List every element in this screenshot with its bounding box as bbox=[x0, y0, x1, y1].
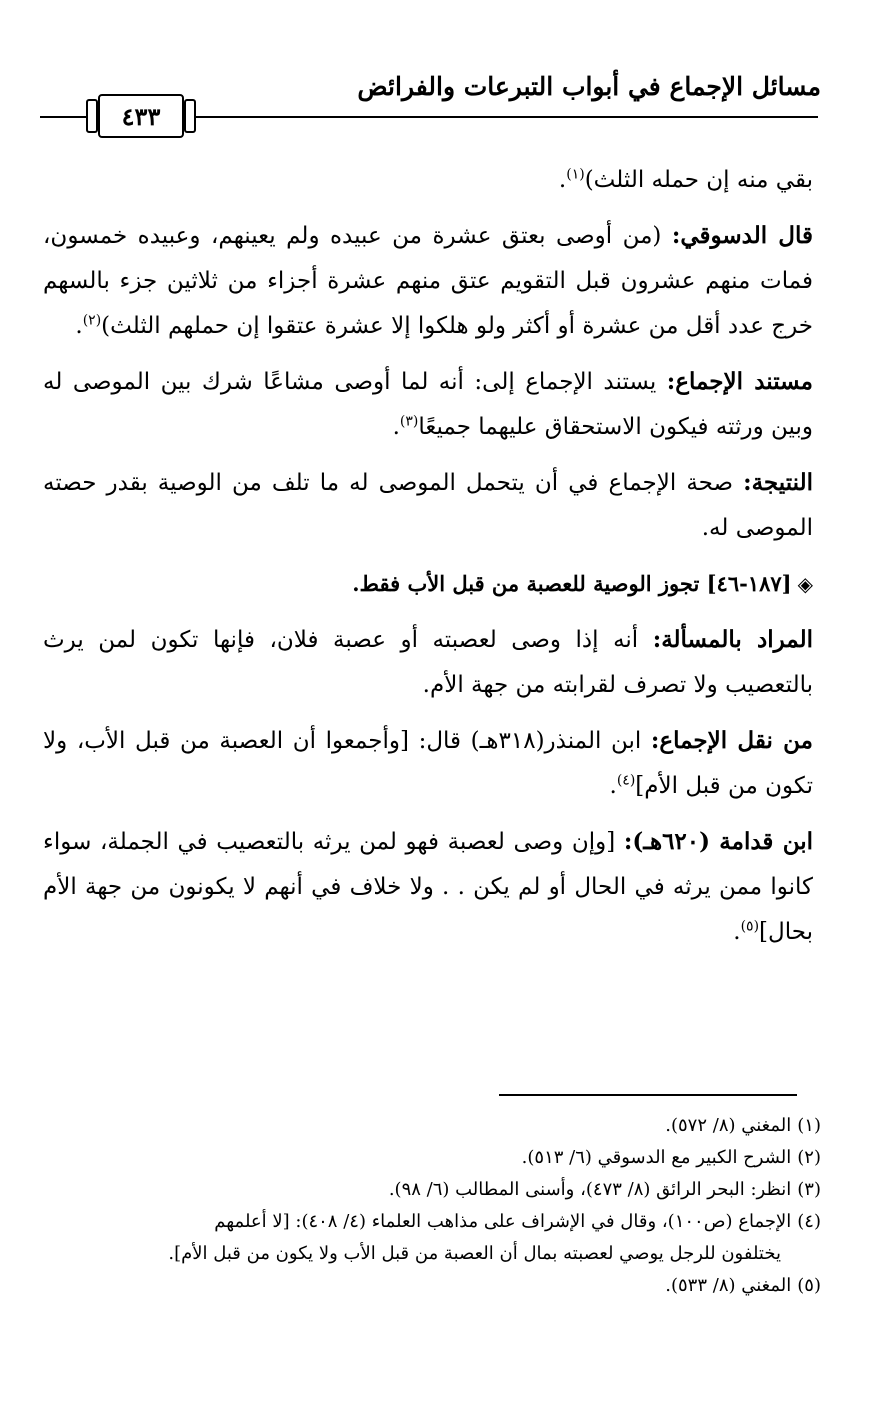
paragraph-lead: ابن قدامة (٦٢٠هـ): bbox=[623, 828, 813, 855]
footnote-ref-4: (٤) bbox=[616, 772, 636, 789]
paragraph-8: ابن قدامة (٦٢٠هـ): [وإن وصى لعصبة فهو لمن يرثه بالتعصيب في الجملة، سواء كانوا ممن يرثه في الحال أو لم يكن . . ولا خلاف في أنهم لا يكونون من جهة الأم بحال]$^{(٥)}$. bbox=[43, 828, 813, 945]
footnote-ref-5: (٥) bbox=[740, 918, 760, 935]
footnote-separator bbox=[499, 1094, 797, 1096]
paragraph-lead: النتيجة: bbox=[743, 469, 813, 496]
page-number: ٤٣٣ bbox=[121, 101, 161, 131]
footnote-continuation: يختلفون للرجل يوصي لعصبته بمال أن العصبة من قبل الأب ولا يكون من قبل الأم]. bbox=[168, 1243, 781, 1264]
footnote: (٤)الإجماع (ص١٠٠)، وقال في الإشراف على مذاهب العلماء (٤/ ٤٠٨): [لا أعلمهم bbox=[214, 1211, 821, 1232]
running-header-title: مسائل الإجماع في أبواب التبرعات والفرائض bbox=[357, 72, 821, 101]
paragraph-2: قال الدسوقي: (من أوصى بعتق عشرة من عبيده ولم يعينهم، وعبيده خمسون، فمات منهم عشرون قبل التقويم عتق منهم عشرة أجزاء من ثلاثين جزء بالسهم خرج عدد أقل من عشرة أو أكثر ولو هلكوا إلا عشرة عتقوا إن حملهم الثلث)$^{(٢)}$. bbox=[43, 222, 813, 339]
body-text bbox=[43, 158, 813, 965]
footnote-ref-2: (٢) bbox=[82, 312, 102, 329]
paragraph-4: النتيجة: صحة الإجماع في أن يتحمل الموصى له ما تلف من الوصية بقدر حصته الموصى له. bbox=[43, 469, 813, 541]
paragraph-lead: قال الدسوقي: bbox=[671, 222, 813, 249]
footnote: (٣)انظر: البحر الرائق (٨/ ٤٧٣)، وأسنى المطالب (٦/ ٩٨). bbox=[388, 1179, 821, 1200]
paragraph-lead: المراد بالمسألة: bbox=[652, 626, 813, 653]
page-number-frame bbox=[98, 94, 184, 138]
issue-heading: ◈[١٨٧-٤٦] تجوز الوصية للعصبة من قبل الأب فقط. bbox=[352, 571, 813, 596]
footnote-ref-1: (١) bbox=[566, 166, 585, 183]
footnotes bbox=[41, 1110, 821, 1302]
paragraph-3: مستند الإجماع: يستند الإجماع إلى: أنه لما أوصى مشاعًا شرك بين الموصى له وبين ورثته فيكون الاستحقاق عليهما جميعًا$^{(٣)}$. bbox=[43, 368, 813, 440]
footnote: (٥)المغني (٨/ ٥٣٣). bbox=[665, 1275, 821, 1296]
footnote: (١)المغني (٨/ ٥٧٢). bbox=[665, 1115, 821, 1136]
paragraph-6: المراد بالمسألة: أنه إذا وصى لعصبته أو عصبة فلان، فإنها تكون لمن يرث بالتعصيب ولا تصرف لقرابته من جهة الأم. bbox=[43, 626, 813, 698]
paragraph-7: من نقل الإجماع: ابن المنذر(٣١٨هـ) قال: [وأجمعوا أن العصبة من قبل الأب، ولا تكون من قبل الأم]$^{(٤)}$. bbox=[43, 727, 814, 799]
paragraph-lead: من نقل الإجماع: bbox=[650, 727, 814, 754]
paragraph-1: بقي منه إن حمله الثلث)$^{(١)}$. bbox=[558, 166, 813, 193]
footnote-ref-3: (٣) bbox=[399, 413, 419, 430]
paragraph-lead: مستند الإجماع: bbox=[666, 368, 813, 395]
diamond-bullet-icon: ◈ bbox=[797, 572, 813, 596]
footnote: (٢)الشرح الكبير مع الدسوقي (٦/ ٥١٣). bbox=[521, 1147, 821, 1168]
